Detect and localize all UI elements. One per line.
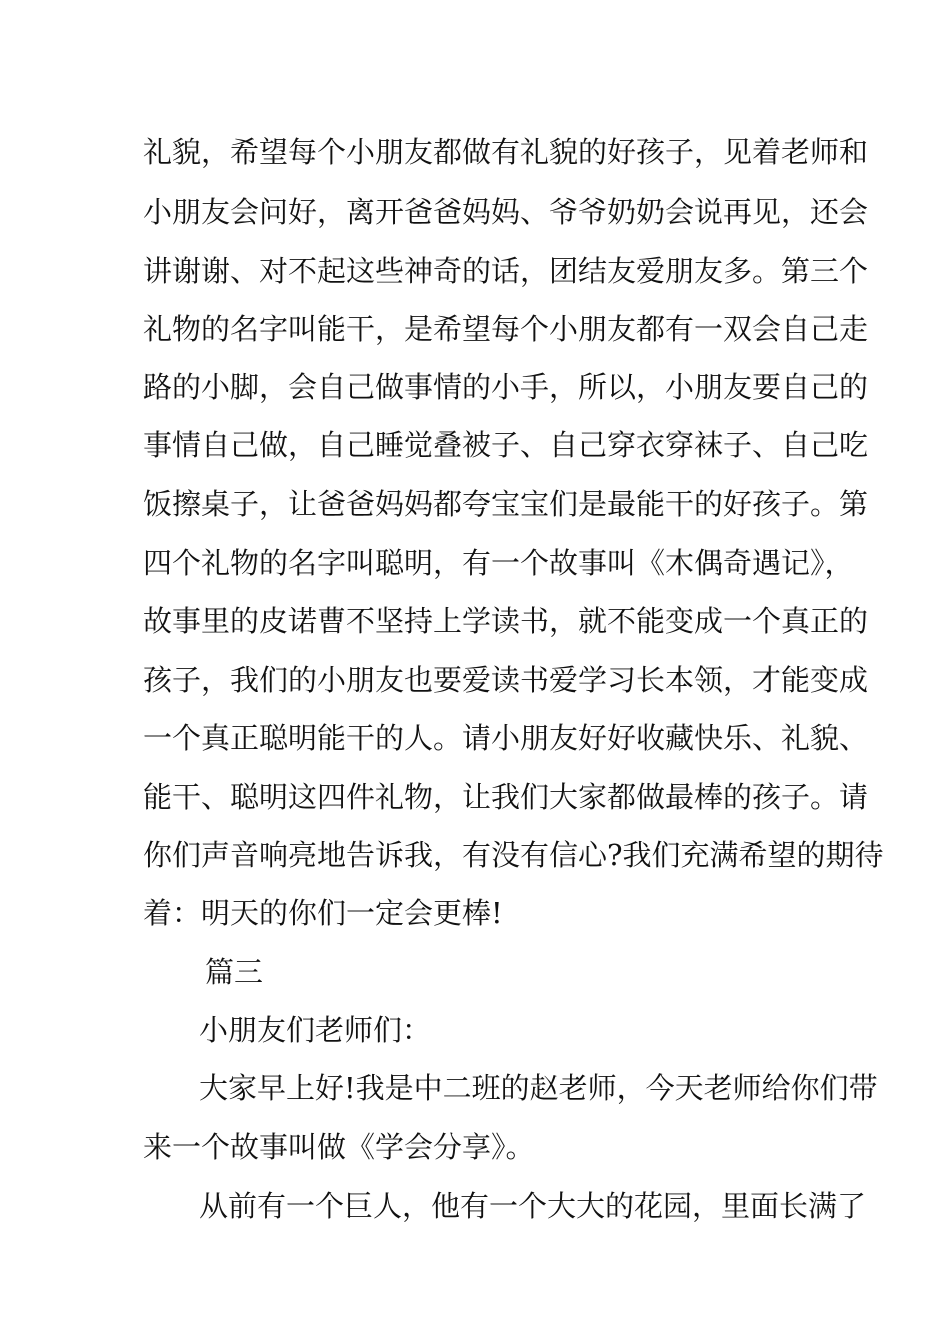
- text-line: 礼物的名字叫能干，是希望每个小朋友都有一双会自己走: [143, 312, 869, 346]
- text-line: 礼貌，希望每个小朋友都做有礼貌的好孩子，见着老师和: [143, 135, 869, 169]
- text-line: 孩子，我们的小朋友也要爱读书爱学习长本领，才能变成: [143, 663, 869, 697]
- text-line: 能干、聪明这四件礼物，让我们大家都做最棒的孩子。请: [143, 780, 869, 814]
- text-line: 故事里的皮诺曹不坚持上学读书，就不能变成一个真正的: [143, 604, 869, 638]
- section-heading: 篇三: [205, 955, 264, 989]
- text-line: 路的小脚，会自己做事情的小手，所以，小朋友要自己的: [143, 370, 869, 404]
- text-line: 你们声音响亮地告诉我，有没有信心?我们充满希望的期待: [143, 838, 884, 872]
- text-line: 讲谢谢、对不起这些神奇的话，团结友爱朋友多。第三个: [143, 254, 869, 288]
- text-line: 小朋友会问好，离开爸爸妈妈、爷爷奶奶会说再见，还会: [143, 195, 869, 229]
- text-line: 事情自己做，自己睡觉叠被子、自己穿衣穿袜子、自己吃: [143, 428, 869, 462]
- text-line: 从前有一个巨人，他有一个大大的花园，里面长满了: [199, 1189, 867, 1223]
- text-line-last: 来一个故事叫做《学会分享》。: [143, 1130, 535, 1164]
- text-line: 大家早上好!我是中二班的赵老师，今天老师给你们带: [199, 1071, 878, 1105]
- text-line-last: 着：明天的你们一定会更棒!: [143, 896, 503, 930]
- text-line: 饭擦桌子，让爸爸妈妈都夸宝宝们是最能干的好孩子。第: [143, 487, 869, 521]
- text-line: 四个礼物的名字叫聪明，有一个故事叫《木偶奇遇记》，: [143, 546, 854, 580]
- text-line: 一个真正聪明能干的人。请小朋友好好收藏快乐、礼貌、: [143, 721, 869, 755]
- greeting-line: 小朋友们老师们：: [199, 1013, 432, 1047]
